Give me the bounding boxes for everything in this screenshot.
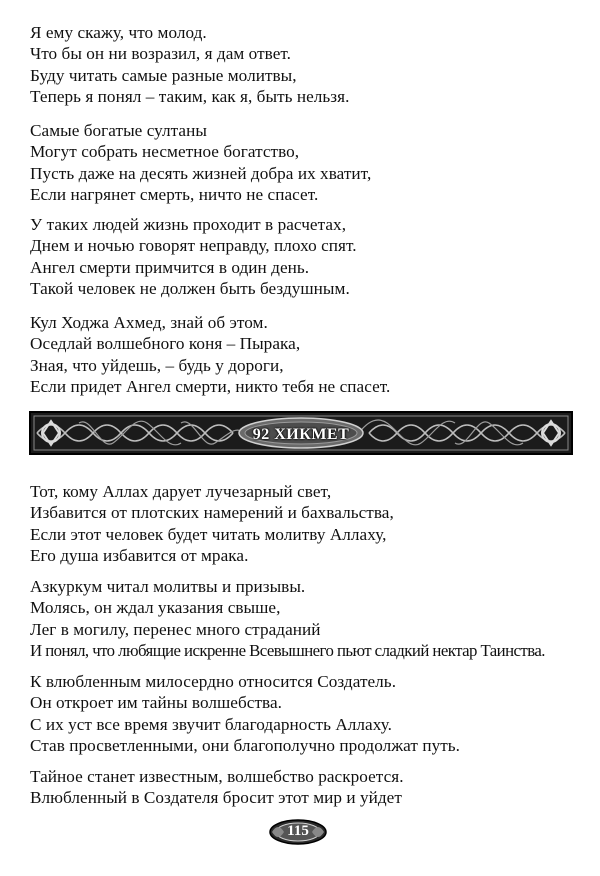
verse-line: С их уст все время звучит благодарность Аллаху. [30,714,392,734]
verse-line: Если нагрянет смерть, ничто не спасет. [30,184,319,204]
stanza-6 [30,576,590,661]
verse-line: Молясь, он ждал указания свыше, [30,598,281,618]
stanza-3 [30,214,590,299]
verse-line: Буду читать самые разные молитвы, [30,65,297,85]
stanza-2 [30,120,590,205]
verse-line: Если этот человек будет читать молитву Аллаху, [30,524,387,544]
stanza-4 [30,312,590,397]
verse-line: Азкуркум читал молитвы и призывы. [30,577,306,596]
verse-line: Избавится от плотских намерений и бахвальства, [30,503,394,523]
verse-line: Ангел смерти примчится в один день. [30,257,310,277]
verse-line: Он откроет им тайны волшебства. [30,693,282,713]
verse-line: Лег в могилу, перенес много страданий [30,619,321,639]
verse-line: Самые богатые султаны [30,121,207,140]
chapter-banner [29,411,573,455]
verse-line: Пусть даже на десять жизней добра их хватит, [30,163,372,183]
stanza-1 [30,22,590,107]
verse-line: Что бы он ни возразил, я дам ответ. [30,44,292,64]
stanza-7 [30,671,590,756]
page-number: 115 [287,823,309,839]
verse-line: Могут собрать несметное богатство, [30,142,300,162]
verse-line: Его душа избавится от мрака. [30,545,249,565]
verse-line: Став просветленными, они благополучно продолжат путь. [30,735,461,755]
chapter-title: 92 ХИКМЕТ [252,426,350,443]
verse-line: Теперь я понял – таким, как я, быть нельзя. [30,86,350,106]
stanza-8 [30,766,590,809]
verse-line: Кул Ходжа Ахмед, знай об этом. [30,313,268,332]
verse-line: Я ему скажу, что молод. [30,23,207,42]
stanza-5 [30,481,590,566]
verse-line: Такой человек не должен быть бездушным. [30,278,350,298]
verse-line: Днем и ночью говорят неправду, плохо спят. [30,236,357,256]
verse-line: Влюбленный в Создателя бросит этот мир и уйдет [30,788,402,808]
page-number-badge [268,818,328,846]
verse-line: Зная, что уйдешь, – будь у дороги, [30,355,284,375]
verse-line: И понял, что любящие искренне Всевышнего пьют сладкий нектар Таинства. [30,640,545,660]
verse-line: К влюбленным милосердно относится Создатель. [30,672,397,691]
verse-line: Оседлай волшебного коня – Пырака, [30,334,301,354]
verse-line: Тот, кому Аллах дарует лучезарный свет, [30,482,332,501]
verse-line: У таких людей жизнь проходит в расчетах, [30,215,347,234]
verse-line: Если придет Ангел смерти, никто тебя не спасет. [30,376,391,396]
verse-line: Тайное станет известным, волшебство раскроется. [30,767,404,786]
